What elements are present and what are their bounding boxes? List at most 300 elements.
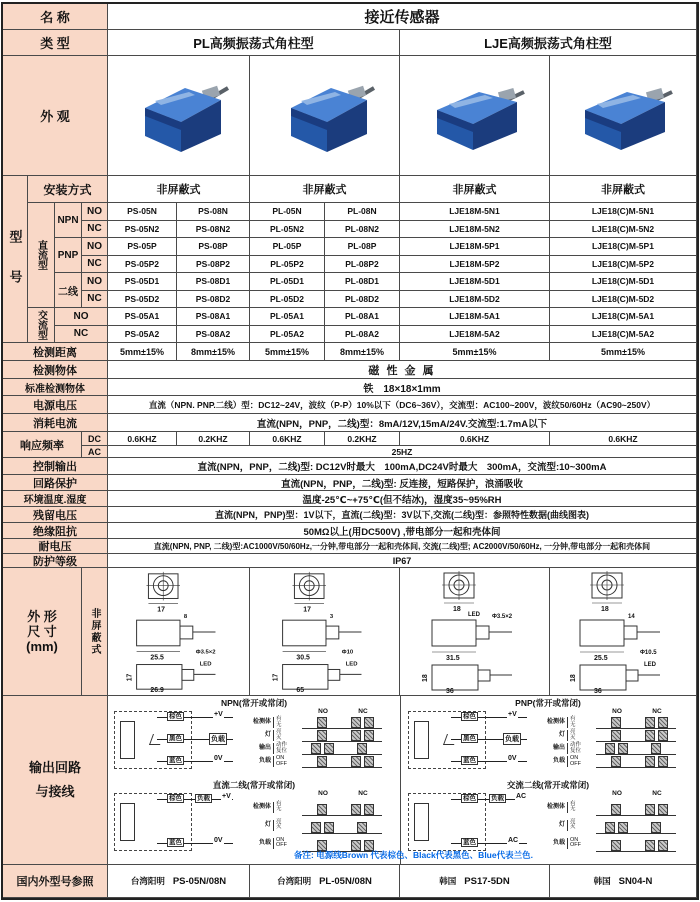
model-cell: PS-05A2 <box>108 326 177 344</box>
object-value: 磁 性 金 属 <box>108 361 697 379</box>
freq-ac-label: AC <box>82 446 108 458</box>
state-lo: OFF <box>276 760 287 767</box>
timing-no-header: NO <box>318 790 328 797</box>
timing-bar <box>311 743 321 754</box>
no-nc-label: NO <box>82 273 108 291</box>
distance-label: 检测距离 <box>3 343 108 361</box>
model-cell: PL-05A2 <box>250 326 325 344</box>
timing-bars-no <box>302 804 342 816</box>
timing-bar <box>618 822 628 833</box>
timing-bars-no <box>302 822 342 834</box>
no-nc-label: NO <box>82 203 108 221</box>
timing-bars-nc <box>342 804 382 816</box>
timing-bars-nc <box>342 730 382 742</box>
model-cell: PS-05N2 <box>108 221 177 239</box>
wire-label-blue: 蓝色 <box>463 757 476 764</box>
model-cell: PS-08N <box>177 203 250 221</box>
timing-bar <box>651 743 661 754</box>
sensor-block <box>120 721 135 759</box>
timing-bar <box>611 756 621 767</box>
timing-row <box>241 729 391 742</box>
svg-text:17: 17 <box>156 605 165 613</box>
timing-bar <box>658 804 668 815</box>
timing-bar <box>611 840 621 851</box>
ip-value: IP67 <box>108 554 697 568</box>
timing-row <box>535 834 685 852</box>
timing-bar <box>364 756 374 767</box>
model-cell: LJE18(C)M-5D1 <box>550 273 697 291</box>
timing-states <box>567 730 596 741</box>
timing-bars-nc <box>636 717 676 729</box>
distance-value: 5mm±15% <box>108 343 177 361</box>
pnp-circuit-title: PNP(常开或常闭) <box>515 698 581 708</box>
sensor-block <box>414 803 429 841</box>
state-hi: 动作 <box>276 742 288 748</box>
svg-text:8: 8 <box>183 613 187 620</box>
svg-text:65: 65 <box>295 686 304 694</box>
sensor-photo-svg <box>271 70 379 162</box>
timing-bar <box>317 756 327 767</box>
model-cell: LJE18M-5D2 <box>400 291 550 309</box>
residual-label: 残留电压 <box>3 507 108 523</box>
circuit-divider <box>400 696 401 864</box>
timing-bar <box>618 743 628 754</box>
dimensions-label-line2: 尺 寸 <box>27 624 57 639</box>
timing-bar <box>351 717 361 728</box>
timing-bars-no <box>596 730 636 742</box>
std-object-label: 标准检测物体 <box>3 379 108 396</box>
wire-label-brown: 棕色 <box>463 713 476 720</box>
timing-bar <box>357 743 367 754</box>
timing-bar <box>364 730 374 741</box>
terminal-negative: 0V <box>214 837 223 844</box>
model-cell: LJE18M-5P2 <box>400 256 550 274</box>
state-lo: 灭 <box>570 824 576 830</box>
timing-bars-nc <box>342 717 382 729</box>
timing-bar <box>351 730 361 741</box>
timing-bar <box>645 756 655 767</box>
timing-states <box>567 838 596 849</box>
mount-value: 非屏蔽式 <box>108 176 250 203</box>
svg-text:3: 3 <box>329 613 333 620</box>
timing-bar <box>645 840 655 851</box>
wire-color-note: 备注: 电源线Brown 代表棕色、Black代表黑色、Blue代表兰色. <box>294 850 533 860</box>
timing-bar <box>605 822 615 833</box>
npn-circuit-schematic <box>111 708 241 772</box>
svg-text:18: 18 <box>601 605 609 613</box>
mount-value: 非屏蔽式 <box>400 176 550 203</box>
state-lo: 无 <box>276 806 282 812</box>
model-cell: PL-05N <box>250 203 325 221</box>
type-left: PL高频振荡式角柱型 <box>108 30 400 56</box>
dimension-drawing-svg <box>255 570 395 694</box>
state-hi: 亮 <box>276 729 282 735</box>
state-lo: 复位 <box>276 747 288 754</box>
timing-bar <box>357 822 367 833</box>
protection-value: 直流(NPN，PNP，二线)型: 反连接，短路保护，浪涌吸收 <box>108 475 697 491</box>
timing-nc-header: NC <box>358 708 368 715</box>
terminal-negative: 0V <box>214 755 223 762</box>
output-value: 直流(NPN，PNP，二线)型: DC12V时最大 100mA,DC24V时最大 300mA，交流型:10~300mA <box>108 458 697 475</box>
model-cell: PL-05D2 <box>250 291 325 309</box>
svg-text:Φ10: Φ10 <box>341 649 353 656</box>
timing-row-label: 输出 <box>258 745 271 751</box>
timing-states <box>273 802 302 813</box>
model-cell: PL-08D2 <box>325 291 400 309</box>
timing-row <box>241 755 391 768</box>
reference-model: PS17-5DN <box>464 875 510 887</box>
timing-bar <box>611 804 621 815</box>
timing-bars-no <box>596 840 636 852</box>
state-lo: OFF <box>276 842 287 848</box>
state-hi: 有 <box>276 800 282 807</box>
sensor-photo-svg <box>125 70 233 162</box>
model-cell: PS-08D2 <box>177 291 250 309</box>
state-lo: 无 <box>570 806 576 812</box>
appearance-label: 外 观 <box>3 56 108 176</box>
model-cell: PL-05P <box>250 238 325 256</box>
mount-value: 非屏蔽式 <box>250 176 400 203</box>
model-cell: LJE18(C)M-5N2 <box>550 221 697 239</box>
svg-text:36: 36 <box>594 687 602 694</box>
timing-bar <box>351 804 361 815</box>
timing-bars-no <box>302 730 342 742</box>
timing-states <box>273 717 302 728</box>
model-cell: LJE18M-5D1 <box>400 273 550 291</box>
timing-bars-no <box>596 756 636 768</box>
model-group-label: 型 号 <box>3 176 28 343</box>
product-photo <box>400 56 550 176</box>
timing-row <box>535 816 685 834</box>
timing-states <box>273 756 302 767</box>
state-lo: 灭 <box>570 734 576 741</box>
freq-dc-value: 0.6KHZ <box>108 432 177 446</box>
timing-row <box>241 742 391 755</box>
current-value: 直流(NPN，PNP，二线)型：8mA/12V,15mA/24V.交流型:1.7mA以下 <box>108 414 697 432</box>
state-hi: ON <box>570 755 579 761</box>
freq-dc-value: 0.2KHZ <box>177 432 250 446</box>
reference-maker: 台湾阳明 <box>277 876 312 886</box>
timing-bar <box>611 730 621 741</box>
reference-maker: 台湾阳明 <box>130 876 165 886</box>
timing-bar <box>324 822 334 833</box>
model-cell: PS-08A2 <box>177 326 250 344</box>
circuit-diagrams <box>108 696 697 865</box>
state-lo: 无 <box>276 721 282 728</box>
svg-text:26.9: 26.9 <box>149 686 164 694</box>
distance-value: 8mm±15% <box>325 343 400 361</box>
svg-text:LED: LED <box>644 661 656 668</box>
model-cell: PL-08A2 <box>325 326 400 344</box>
svg-text:17: 17 <box>272 673 280 681</box>
withstand-label: 耐电压 <box>3 539 108 554</box>
ac-two-wire-schematic <box>405 790 535 854</box>
model-cell: PL-08N2 <box>325 221 400 239</box>
circuit-label-line1: 输出回路 <box>28 760 81 775</box>
dimension-drawing <box>400 568 550 696</box>
timing-bars-nc <box>636 822 676 834</box>
model-cell: PS-05P2 <box>108 256 177 274</box>
protection-label: 回路保护 <box>3 475 108 491</box>
model-cell: LJE18M-5A2 <box>400 326 550 344</box>
timing-states <box>273 820 302 831</box>
name-label: 名 称 <box>3 4 108 30</box>
reference-cell <box>108 865 250 898</box>
mount-label: 安装方式 <box>28 176 108 203</box>
distance-value: 5mm±15% <box>400 343 550 361</box>
state-lo: OFF <box>570 842 581 848</box>
model-cell: PL-08A1 <box>325 308 400 326</box>
timing-row <box>535 742 685 755</box>
timing-row-label: 检测体 <box>546 719 565 725</box>
model-cell: LJE18(C)M-5N1 <box>550 203 697 221</box>
timing-bar <box>605 743 615 754</box>
timing-states <box>567 717 596 728</box>
model-cell: PL-05N2 <box>250 221 325 239</box>
wire-label-brown: 棕色 <box>169 795 182 802</box>
state-hi: ON <box>276 836 285 843</box>
model-cell: PS-08A1 <box>177 308 250 326</box>
model-cell: PS-08D1 <box>177 273 250 291</box>
wire-label-brown: 棕色 <box>169 713 182 720</box>
timing-bar <box>658 840 668 851</box>
svg-text:18: 18 <box>570 673 577 682</box>
timing-bar <box>364 804 374 815</box>
model-cell: PS-05P <box>108 238 177 256</box>
wire-label-blue: 蓝色 <box>169 839 182 846</box>
svg-text:Φ3.5×2: Φ3.5×2 <box>491 613 512 620</box>
model-cell: PL-08P <box>325 238 400 256</box>
timing-bars-nc <box>636 840 676 852</box>
timing-no-header: NO <box>612 708 622 715</box>
state-hi: ON <box>276 755 285 761</box>
load-box: 负载 <box>491 795 504 802</box>
timing-bars-no <box>596 743 636 755</box>
svg-text:25.5: 25.5 <box>594 654 608 662</box>
timing-states <box>567 802 596 813</box>
state-lo: 复位 <box>570 747 582 754</box>
svg-text:18: 18 <box>452 605 461 613</box>
svg-text:Φ3.5×2: Φ3.5×2 <box>195 649 216 656</box>
timing-row <box>535 798 685 816</box>
model-cell: PS-05D1 <box>108 273 177 291</box>
svg-text:25.5: 25.5 <box>149 654 164 662</box>
model-cell: LJE18(C)M-5P1 <box>550 238 697 256</box>
npn-circuit-group <box>111 698 397 776</box>
svg-text:LED: LED <box>199 661 212 668</box>
timing-bar <box>364 717 374 728</box>
svg-text:18: 18 <box>421 673 429 682</box>
dimensions-shield-label: 非屏蔽式 <box>82 568 108 696</box>
insulation-value: 50MΩ以上(用DC500V) ,带电部分一起和壳体间 <box>108 523 697 539</box>
timing-row-label: 检测体 <box>546 803 565 810</box>
insulation-label: 绝缘阻抗 <box>3 523 108 539</box>
model-cell: PL-05P2 <box>250 256 325 274</box>
timing-bar <box>658 717 668 728</box>
ac-two-wire-title: 交流二线(常开或常闭) <box>506 780 590 790</box>
dimension-drawing <box>250 568 400 696</box>
freq-dc-label: DC <box>82 432 108 446</box>
svg-text:Φ10.5: Φ10.5 <box>640 649 657 656</box>
state-hi: 有 <box>276 716 282 722</box>
dc-two-wire-schematic <box>111 790 241 854</box>
model-cell: PL-05D1 <box>250 273 325 291</box>
wire-label-brown: 棕色 <box>463 795 476 802</box>
ambient-value: 温度-25℃~+75℃(但不结冰)，湿度35~95%RH <box>108 491 697 507</box>
svg-text:LED: LED <box>345 661 358 668</box>
reference-cell <box>250 865 400 898</box>
state-lo: OFF <box>570 760 581 767</box>
timing-row-label: 输出 <box>552 745 565 751</box>
model-cell: LJE18(C)M-5D2 <box>550 291 697 309</box>
voltage-value: 直流（NPN. PNP.二线）型：DC12~24V，波纹（P-P）10%以下（DC6~36V），交流型：AC100~200V，波纹50/60Hz（AC90~250V） <box>108 396 697 414</box>
reference-model: SN04-N <box>618 875 653 887</box>
timing-row-label: 负载 <box>552 839 565 846</box>
model-cell: PS-05N <box>108 203 177 221</box>
model-cell: PS-08N2 <box>177 221 250 239</box>
timing-states <box>273 743 302 754</box>
dimension-drawing-svg <box>109 570 249 694</box>
reference-cell <box>550 865 697 898</box>
dc-two-wire-timing-chart <box>241 790 391 856</box>
ambient-label: 环境温度.湿度 <box>3 491 108 507</box>
timing-bars-nc <box>636 743 676 755</box>
residual-value: 直流(NPN，PNP)型：1V以下，直流(二线)型：3V以下,交流(二线)型：参照特性数据(曲线图表) <box>108 507 697 523</box>
no-nc-label: NO <box>82 238 108 256</box>
model-cell: LJE18M-5A1 <box>400 308 550 326</box>
object-label: 检测物体 <box>3 361 108 379</box>
freq-dc-value: 0.6KHZ <box>550 432 697 446</box>
model-cell: LJE18M-5N2 <box>400 221 550 239</box>
timing-row <box>241 716 391 729</box>
state-lo: 无 <box>570 721 576 728</box>
circuit-section-label <box>3 696 108 865</box>
timing-bars-no <box>302 756 342 768</box>
timing-bar <box>658 756 668 767</box>
ip-label: 防护等级 <box>3 554 108 568</box>
reference-cell <box>400 865 550 898</box>
model-cell: LJE18M-5N1 <box>400 203 550 221</box>
timing-row-label: 负载 <box>258 758 271 764</box>
dimensions-label-line1: 外 形 <box>27 609 57 624</box>
circuit-label-line2: 与接线 <box>35 784 75 799</box>
state-hi: 动作 <box>570 742 582 748</box>
product-photo <box>550 56 697 176</box>
timing-row <box>535 716 685 729</box>
timing-row <box>241 816 391 834</box>
state-lo: 灭 <box>276 824 282 830</box>
dimensions-label <box>3 568 82 696</box>
timing-row-label: 灯 <box>264 732 271 738</box>
terminal-ac: AC <box>516 793 527 800</box>
svg-text:17: 17 <box>126 673 134 681</box>
model-cell: LJE18(C)M-5A2 <box>550 326 697 344</box>
timing-row-label: 灯 <box>558 821 565 828</box>
timing-bar <box>651 822 661 833</box>
current-label: 消耗电流 <box>3 414 108 432</box>
timing-row-label: 负载 <box>552 758 565 764</box>
state-hi: 有 <box>570 716 576 722</box>
timing-bar <box>317 730 327 741</box>
timing-bars-nc <box>342 756 382 768</box>
mount-value: 非屏蔽式 <box>550 176 697 203</box>
model-cell: PS-08P2 <box>177 256 250 274</box>
svg-text:31.5: 31.5 <box>445 654 460 662</box>
dimensions-label-line3: (mm) <box>26 639 58 654</box>
timing-no-header: NO <box>318 708 328 715</box>
product-photo <box>250 56 400 176</box>
timing-bars-nc <box>636 804 676 816</box>
timing-bars-no <box>596 822 636 834</box>
state-hi: ON <box>570 836 579 843</box>
voltage-label: 电源电压 <box>3 396 108 414</box>
freq-label: 响应频率 <box>3 432 82 458</box>
timing-nc-header: NC <box>652 790 662 797</box>
model-cell: PS-05D2 <box>108 291 177 309</box>
state-hi: 亮 <box>276 818 282 825</box>
npn-label: NPN <box>55 203 82 238</box>
wire-label-black: 黑色 <box>463 735 476 742</box>
terminal-positive: +V <box>508 711 517 718</box>
load-box: 负载 <box>209 733 227 745</box>
timing-row <box>535 755 685 768</box>
timing-bars-no <box>596 804 636 816</box>
sensor-block <box>120 803 135 841</box>
product-photo <box>108 56 250 176</box>
dimension-drawing-svg <box>552 570 694 694</box>
model-cell: PL-08D1 <box>325 273 400 291</box>
freq-dc-value: 0.2KHZ <box>325 432 400 446</box>
timing-bars-nc <box>636 730 676 742</box>
state-hi: 亮 <box>570 729 576 735</box>
svg-text:14: 14 <box>628 613 635 620</box>
sensor-photo-svg <box>563 70 683 162</box>
state-hi: 亮 <box>570 818 576 825</box>
timing-states <box>567 756 596 767</box>
reference-model: PS-05N/08N <box>172 875 227 887</box>
svg-text:36: 36 <box>445 687 454 694</box>
timing-bars-no <box>596 717 636 729</box>
timing-states <box>273 838 302 849</box>
type-right: LJE高频振荡式角柱型 <box>400 30 697 56</box>
timing-row-label: 灯 <box>264 821 271 828</box>
model-cell: PL-08P2 <box>325 256 400 274</box>
timing-bar <box>645 717 655 728</box>
pnp-circuit-schematic <box>405 708 535 772</box>
timing-bar <box>317 804 327 815</box>
model-cell: LJE18(C)M-5P2 <box>550 256 697 274</box>
timing-row-label: 检测体 <box>252 803 271 810</box>
timing-bar <box>324 743 334 754</box>
timing-bar <box>317 717 327 728</box>
distance-value: 5mm±15% <box>550 343 697 361</box>
dimension-drawing-svg <box>404 570 546 694</box>
freq-dc-value: 0.6KHZ <box>250 432 325 446</box>
model-cell: LJE18(C)M-5A1 <box>550 308 697 326</box>
wire-label-blue: 蓝色 <box>169 757 182 764</box>
two-wire-label: 二线 <box>55 273 82 308</box>
no-nc-label: NC <box>82 221 108 239</box>
timing-bar <box>611 717 621 728</box>
ac-two-wire-circuit-group <box>405 780 691 858</box>
timing-nc-header: NC <box>358 790 368 797</box>
dc-two-wire-circuit-group <box>111 780 397 858</box>
svg-text:LED: LED <box>467 611 480 618</box>
terminal-positive: +V <box>222 793 231 800</box>
ac-type-label: 交流型 <box>28 308 55 343</box>
timing-bar <box>645 730 655 741</box>
no-nc-label: NC <box>55 326 108 344</box>
